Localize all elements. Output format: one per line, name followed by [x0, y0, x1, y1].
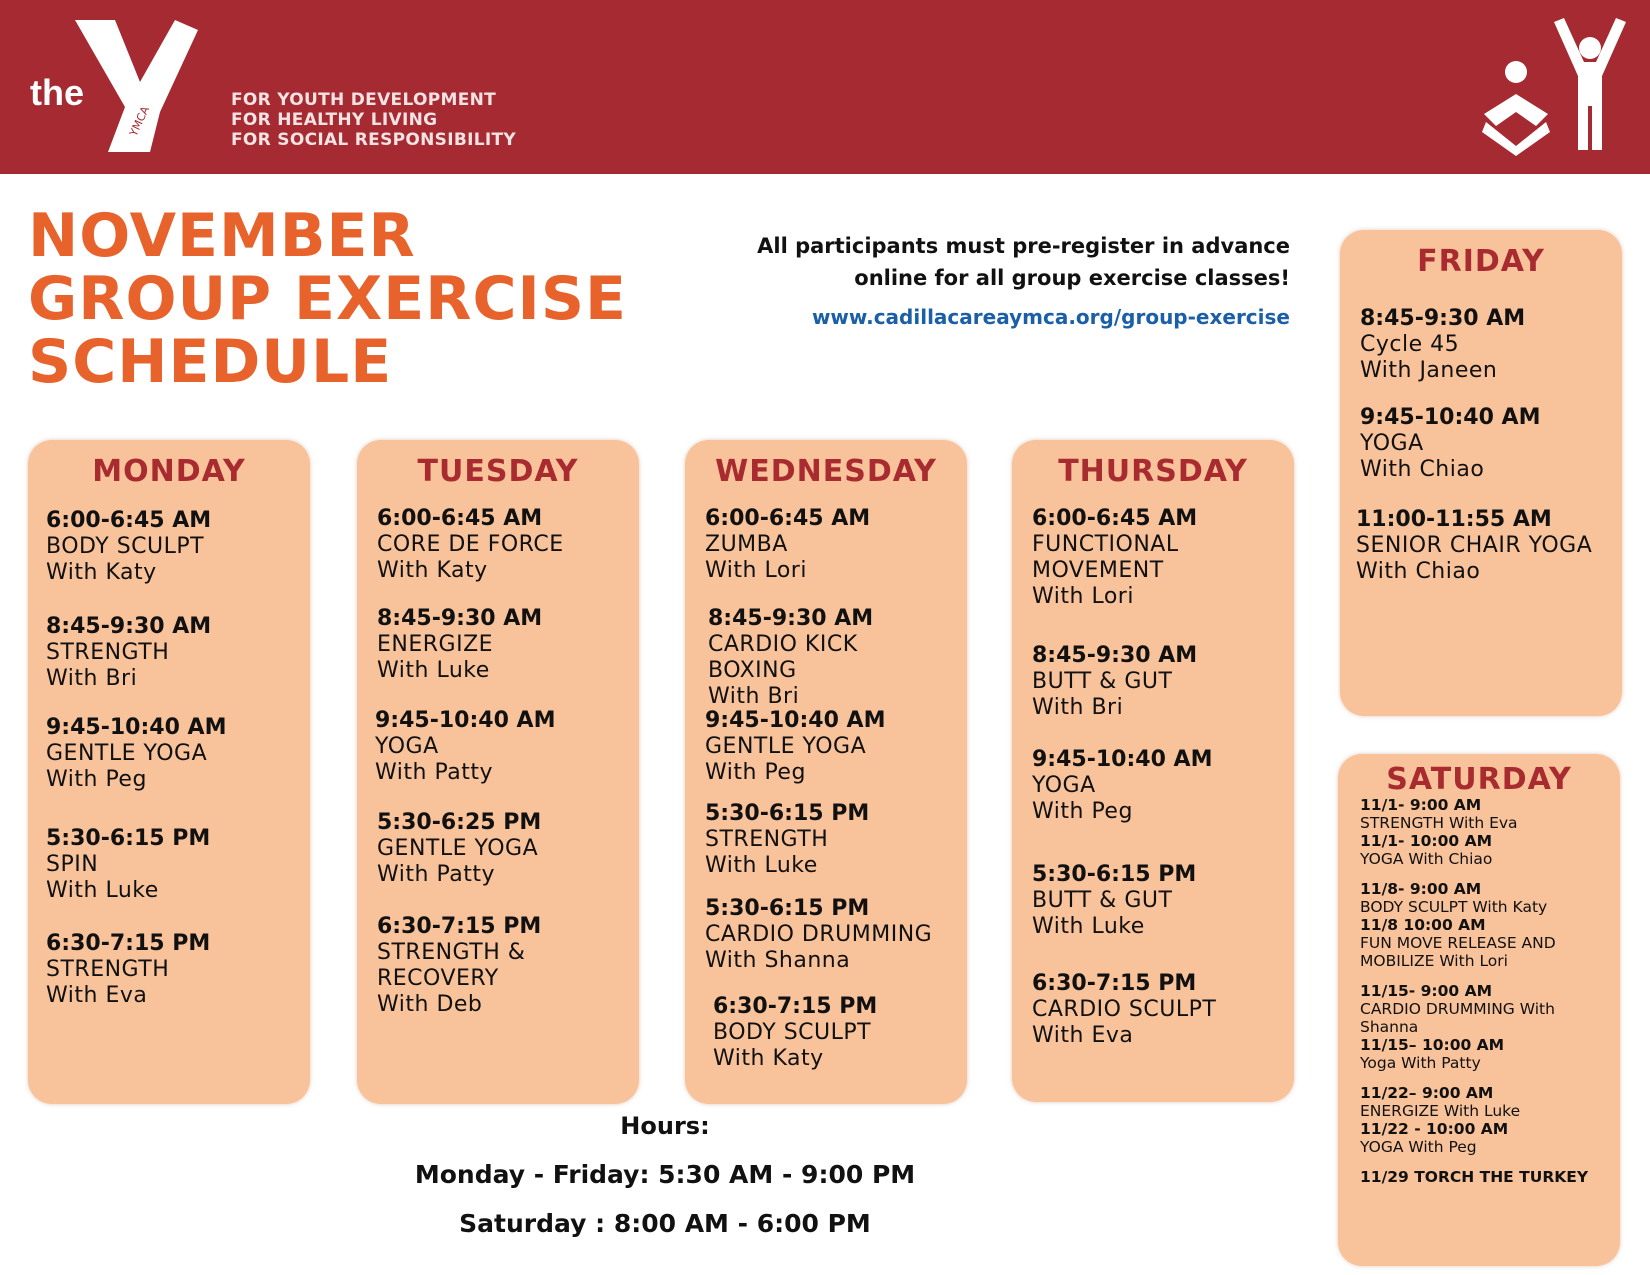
day-title: TUESDAY — [417, 454, 579, 489]
day-card-wednesday — [685, 440, 967, 1104]
class-instructor: With Lori — [705, 558, 807, 583]
day-card-monday — [28, 440, 310, 1104]
class-name: GENTLE YOGA — [377, 836, 539, 861]
class-block — [46, 826, 210, 904]
class-instructor: With Luke — [705, 853, 818, 878]
class-time: 9:45-10:40 AM — [705, 708, 886, 733]
class-block — [705, 708, 885, 786]
class-name: CORE DE FORCE — [377, 532, 564, 557]
class-name: CARDIO KICK — [708, 632, 858, 657]
class-instructor: With Katy — [713, 1046, 824, 1071]
class-name: YOGA — [1032, 773, 1096, 798]
class-instructor: With Chiao — [1356, 559, 1481, 584]
class-name: RECOVERY — [377, 966, 499, 991]
saturday-entry-desc: YOGA With Chiao — [1360, 850, 1493, 868]
day-title: THURSDAY — [1058, 454, 1248, 489]
saturday-entry-time: 11/22 - 10:00 AM — [1360, 1120, 1509, 1138]
class-name: BODY SCULPT — [46, 534, 205, 559]
class-block — [1360, 405, 1540, 483]
class-name: YOGA — [375, 734, 439, 759]
exercise-figures-icon — [1478, 14, 1638, 164]
saturday-entry-time: 11/8- 9:00 AM — [1360, 880, 1482, 898]
hours-saturday: Saturday : 8:00 AM - 6:00 PM — [459, 1209, 871, 1238]
class-instructor: With Katy — [377, 558, 488, 583]
class-instructor: With Eva — [1032, 1023, 1134, 1048]
saturday-entry-time: 11/22– 9:00 AM — [1360, 1084, 1494, 1102]
saturday-entry-desc: Yoga With Patty — [1360, 1054, 1481, 1072]
class-time: 6:00-6:45 AM — [377, 506, 543, 531]
saturday-entry-time: 11/15– 10:00 AM — [1360, 1036, 1505, 1054]
saturday-entry-time: 11/1- 10:00 AM — [1360, 832, 1492, 850]
class-block — [1032, 862, 1196, 940]
saturday-entry-time: 11/1- 9:00 AM — [1360, 796, 1482, 814]
saturday-entry-time: 11/15- 9:00 AM — [1360, 982, 1492, 1000]
tagline-line: FOR SOCIAL RESPONSIBILITY — [231, 130, 516, 150]
class-instructor: With Luke — [46, 878, 159, 903]
tagline-line: FOR HEALTHY LIVING — [231, 110, 438, 130]
class-name: ENERGIZE — [377, 632, 494, 657]
class-block — [1032, 506, 1197, 610]
title-line: SCHEDULE — [28, 327, 393, 397]
class-block — [375, 708, 555, 786]
class-time: 9:45-10:40 AM — [1032, 747, 1213, 772]
class-name: SENIOR CHAIR YOGA — [1356, 533, 1593, 558]
class-name: ZUMBA — [705, 532, 788, 557]
saturday-entry-desc: CARDIO DRUMMING With Shanna — [1360, 1000, 1555, 1036]
class-block — [377, 506, 564, 584]
saturday-entry-desc: ENERGIZE With Luke — [1360, 1102, 1521, 1120]
title-line: NOVEMBER — [28, 201, 416, 271]
class-block — [377, 606, 542, 684]
saturday-entry-desc: FUN MOVE RELEASE AND MOBILIZE With Lori — [1360, 934, 1556, 970]
class-instructor: With Bri — [46, 666, 138, 691]
class-block — [705, 896, 932, 974]
class-time: 8:45-9:30 AM — [708, 606, 874, 631]
class-block — [1032, 747, 1212, 825]
hours-block — [400, 1112, 930, 1258]
logo-the-text: the — [30, 72, 84, 113]
class-instructor: With Peg — [705, 760, 806, 785]
notice-line: All participants must pre-register in advance — [757, 234, 1290, 258]
tagline-line: FOR YOUTH DEVELOPMENT — [231, 90, 497, 110]
logo-ymca-text: YMCA — [126, 104, 152, 139]
class-name: STRENGTH — [46, 957, 170, 982]
title-line: GROUP EXERCISE — [28, 264, 628, 334]
class-name: STRENGTH — [705, 827, 829, 852]
ymca-logo-icon — [70, 12, 210, 162]
class-instructor: With Lori — [1032, 584, 1134, 609]
class-instructor: With Patty — [375, 760, 493, 785]
class-name: CARDIO SCULPT — [1032, 997, 1217, 1022]
class-block — [46, 715, 226, 793]
class-time: 5:30-6:15 PM — [46, 826, 211, 851]
class-instructor: With Bri — [1032, 695, 1124, 720]
day-title: FRIDAY — [1417, 244, 1545, 279]
class-time: 9:45-10:40 AM — [375, 708, 556, 733]
class-block — [1360, 306, 1525, 384]
class-time: 8:45-9:30 AM — [1360, 306, 1526, 331]
tagline — [231, 90, 516, 150]
class-instructor: With Shanna — [705, 948, 851, 973]
class-time: 6:00-6:45 AM — [1032, 506, 1198, 531]
class-instructor: With Peg — [46, 767, 147, 792]
hours-label: Hours: — [620, 1112, 710, 1140]
class-block — [377, 914, 541, 1018]
class-block — [46, 614, 211, 692]
class-instructor: With Deb — [377, 992, 483, 1017]
class-name: BUTT & GUT — [1032, 888, 1173, 913]
class-time: 6:00-6:45 AM — [705, 506, 871, 531]
day-title: WEDNESDAY — [715, 454, 937, 489]
class-instructor: With Chiao — [1360, 457, 1485, 482]
class-block — [1032, 971, 1216, 1049]
saturday-entry-time: 11/8 10:00 AM — [1360, 916, 1486, 934]
saturday-entry-desc: YOGA With Peg — [1360, 1138, 1477, 1156]
class-name: BUTT & GUT — [1032, 669, 1173, 694]
class-time: 6:30-7:15 PM — [46, 931, 211, 956]
class-block — [705, 506, 870, 584]
class-instructor: With Luke — [1032, 914, 1145, 939]
class-block — [46, 931, 210, 1009]
class-time: 9:45-10:40 AM — [46, 715, 227, 740]
class-instructor: With Peg — [1032, 799, 1133, 824]
hours-weekday: Monday - Friday: 5:30 AM - 9:00 PM — [414, 1160, 916, 1189]
saturday-entry-desc: STRENGTH With Eva — [1360, 814, 1518, 832]
class-name: CARDIO DRUMMING — [705, 922, 933, 947]
day-card-tuesday — [357, 440, 639, 1104]
class-name: Cycle 45 — [1360, 332, 1460, 357]
day-card-saturday — [1338, 754, 1620, 1266]
class-name: STRENGTH & — [377, 940, 526, 965]
class-name: BODY SCULPT — [713, 1020, 872, 1045]
class-name: GENTLE YOGA — [705, 734, 867, 759]
notice-line: online for all group exercise classes! — [854, 266, 1290, 290]
class-time: 9:45-10:40 AM — [1360, 405, 1541, 430]
class-time: 5:30-6:15 PM — [705, 801, 870, 826]
registration-link[interactable]: www.cadillacareaymca.org/group-exercise — [811, 305, 1290, 329]
class-instructor: With Patty — [377, 862, 495, 887]
class-name: BOXING — [708, 658, 797, 683]
class-time: 8:45-9:30 AM — [377, 606, 543, 631]
class-time: 11:00-11:55 AM — [1356, 507, 1552, 532]
class-block — [377, 810, 541, 888]
day-title: SATURDAY — [1386, 762, 1572, 797]
class-time: 8:45-9:30 AM — [1032, 643, 1198, 668]
saturday-entry-desc: BODY SCULPT With Katy — [1360, 898, 1548, 916]
class-name: FUNCTIONAL — [1032, 532, 1179, 557]
class-time: 6:00-6:45 AM — [46, 508, 212, 533]
registration-notice — [757, 230, 1290, 294]
class-time: 5:30-6:15 PM — [705, 896, 870, 921]
class-time: 6:30-7:15 PM — [377, 914, 542, 939]
class-block — [1032, 643, 1197, 721]
class-block — [1356, 507, 1592, 585]
class-instructor: With Bri — [708, 684, 800, 709]
page-title — [28, 201, 628, 397]
class-name: STRENGTH — [46, 640, 170, 665]
saturday-entries — [1360, 796, 1588, 1186]
class-instructor: With Janeen — [1360, 358, 1498, 383]
class-block — [713, 994, 877, 1072]
class-instructor: With Luke — [377, 658, 490, 683]
class-time: 5:30-6:25 PM — [377, 810, 542, 835]
class-time: 5:30-6:15 PM — [1032, 862, 1197, 887]
class-name: GENTLE YOGA — [46, 741, 208, 766]
day-title: MONDAY — [92, 454, 246, 489]
class-block — [705, 801, 869, 879]
class-time: 6:30-7:15 PM — [713, 994, 878, 1019]
day-card-friday — [1340, 230, 1622, 716]
saturday-entry-time: 11/29 TORCH THE TURKEY — [1360, 1168, 1589, 1186]
class-name: MOVEMENT — [1032, 558, 1164, 583]
class-instructor: With Katy — [46, 560, 157, 585]
class-name: SPIN — [46, 852, 99, 877]
header-banner — [0, 0, 1650, 174]
class-block — [46, 508, 211, 586]
class-instructor: With Eva — [46, 983, 148, 1008]
day-card-thursday — [1012, 440, 1294, 1102]
class-block — [708, 606, 873, 710]
class-time: 6:30-7:15 PM — [1032, 971, 1197, 996]
class-time: 8:45-9:30 AM — [46, 614, 212, 639]
class-name: YOGA — [1360, 431, 1424, 456]
